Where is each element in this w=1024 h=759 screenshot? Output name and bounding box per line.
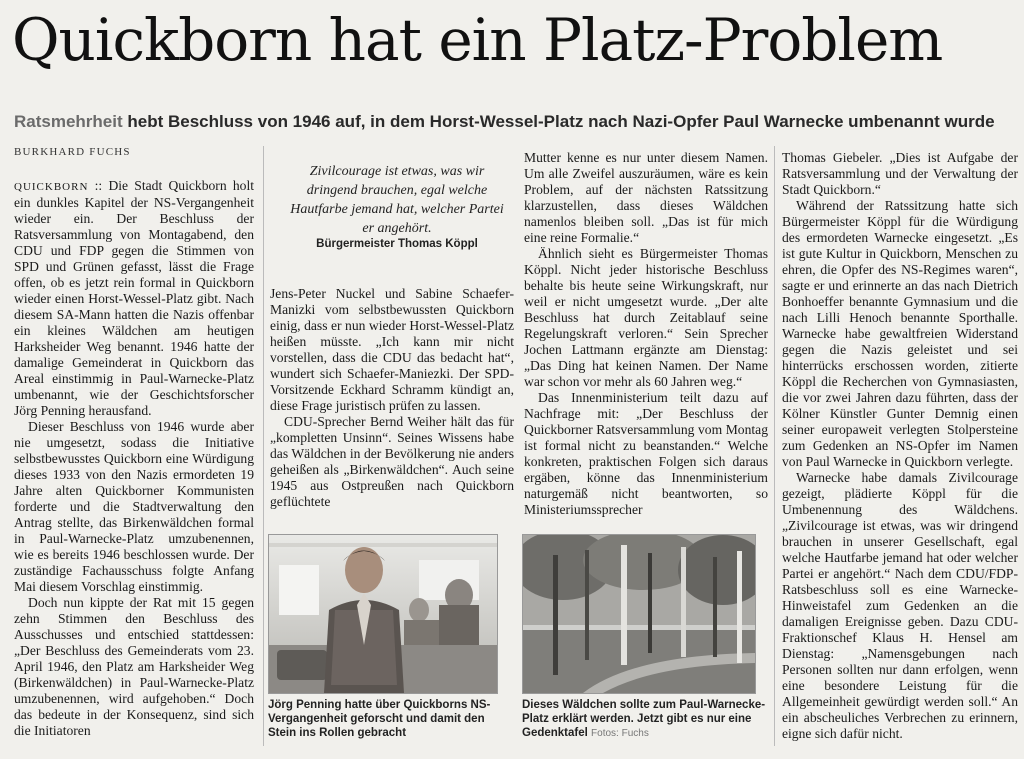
paragraph: CDU-Sprecher Bernd Weiher hält das für „kompletten Unsinn“. Seines Wissens habe das Wäldchen in der Bevölkerung nie anders geheißen als „Birkenwäldchen“. Auch seine 1945 aus Ostpreußen nach Quickborn geflüchtete — [270, 414, 514, 509]
paragraph: Während der Ratssitzung hatte sich Bürgermeister Köppl für die Würdigung des ermordeten Warnecke eingesetzt. „Es ist gute Kultur in Quickborn, Menschen zu ehren, die Opfer des NS-Regimes waren“, sagte er und erinnerte an das nach Dietrich Bonhoeffer benannte Gymnasium und die nach Lilli Henoch benannte Sporthalle. Warnecke habe gewaltfreien Widerstand gegen die Nazis geleistet und sei hinterrücks erschossen worden, zitierte Köppl die Recherchen von Gymnasiasten, die vor zwei Jahren dazu führten, dass der Kölner Künstler Gunter Demnig einen seiner europaweit verlegten Stolpersteine zum Gedenken an NS-Opfer im Namen von Paul Warnecke in Quickborn verlegte. — [782, 198, 1018, 469]
photo-penning — [268, 534, 498, 694]
subheadline-keyword: Ratsmehrheit — [14, 112, 123, 131]
paragraph: Ähnlich sieht es Bürgermeister Thomas Köppl. Nicht jeder historische Beschluss behalte bis heute seine Wirkungskraft, nur weil er nicht umgesetzt wurde. „Der alte Beschluss hat durch Zeitablauf seine Regelungskraft verloren.“ Sein Sprecher Jochen Lattmann ergänzte am Dienstag: „Das Ding hat keinen Namen. Der Name war schon vor mehr als 60 Jahren weg.“ — [524, 246, 768, 389]
article-column-3 — [524, 150, 768, 526]
headline: Quickborn hat ein Platz-Problem — [12, 6, 943, 74]
photo-penning-image — [269, 535, 497, 693]
author-byline: BURKHARD FUCHS — [14, 146, 131, 158]
paragraph: Das Innenministerium teilt dazu auf Nachfrage mit: „Der Beschluss der Quickborner Ratsversammlung vom Montag ist formal nicht zu beanstanden.“ Welche konkreten, praktischen Folgen sich daraus ergäben, könne das Innenministerium naturgemäß nicht beantworten, so Ministeriumssprecher — [524, 390, 768, 517]
paragraph: Mutter kenne es nur unter diesem Namen. Um alle Zweifel auszuräumen, wäre es kein Problem, auf der nächsten Ratssitzung klarzustellen, dass dieses Wäldchen namenlos bleiben soll. „Das ist für mich eine reine Formalie.“ — [524, 150, 768, 245]
lead-paragraph — [14, 178, 254, 419]
photo-birch-grove-image — [523, 535, 755, 693]
paragraph: Thomas Giebeler. „Dies ist Aufgabe der Ratsversammlung und der Verwaltung der Stadt Quickborn.“ — [782, 150, 1018, 197]
photo-birch-grove-caption — [522, 698, 768, 741]
paragraph: Warnecke habe damals Zivilcourage gezeigt, plädierte Köppl für die Umbenennung des Wäldchens. „Zivilcourage ist etwas, was wir dringend brauchen in unserer Gesellschaft, egal welche Hautfarbe jemand hat oder welcher Partei er angehört.“ Nach dem CDU/FDP-Ratsbeschluss soll es eine Warnecke-Hinweistafel zum Gedenken an die damaligen Ereignisse geben. Dazu CDU-Fraktionschef Klaus H. Hensel am Dienstag: „Namensgebungen nach Personen sollten nur dann erfolgen, wenn eine besondere Leistung für die Allgemeinheit gewürdigt werden soll.“ An ein abscheuliches Verbrechen zu erinnern, eigne sich dafür nicht. — [782, 470, 1018, 741]
pull-quote-source: Bürgermeister Thomas Köppl — [316, 238, 478, 250]
pull-quote: Zivilcourage ist etwas, was wir dringend brauchen, egal welche Hautfarbe jemand hat, welcher Partei er angehört. — [290, 164, 504, 236]
article-column-2 — [270, 286, 514, 532]
article-column-1 — [14, 178, 254, 756]
column-divider — [263, 146, 264, 746]
paragraph: Dieser Beschluss von 1946 wurde aber nie umgesetzt, sodass die Initiative selbstbewusstes Quickborn eine Würdigung dieses 1933 von den Nazis ermordeten 19 Jahre alten Quickborner Kommunisten forderte und die Stadtverwaltung den Antrag stellte, das Birkenwäldchen formal in Paul-Warnecke-Platz umzubenennen, wie es bereits 1946 beschlossen wurde. Der zuständige Fachausschuss folgte Anfang Mai diesem Vorschlag einstimmig. — [14, 419, 254, 594]
subheadline-text: hebt Beschluss von 1946 auf, in dem Horst-Wessel-Platz nach Nazi-Opfer Paul Warnecke umbenannt wurde — [122, 112, 995, 131]
dateline-mark: :: — [88, 178, 109, 193]
paragraph: Doch nun kippte der Rat mit 15 gegen zehn Stimmen den Beschluss des Ausschusses und entschied stattdessen: „Der Beschluss des Gemeinderats vom 23. April 1946, den Platz am Harksheider Weg (Birkenwäldchen) in Paul-Warnecke-Platz umzubenennen, wird aufgehoben.“ Doch das bedeute in der Konsequenz, sind sich die Initiatoren — [14, 595, 254, 738]
photo-credit: Fotos: Fuchs — [591, 728, 649, 739]
photo-penning-caption: Jörg Penning hatte über Quickborns NS-Vergangenheit geforscht und damit den Stein ins Rollen gebracht — [268, 699, 491, 739]
subheadline — [14, 112, 1014, 132]
dateline: QUICKBORN — [14, 181, 89, 193]
lead-text: Die Stadt Quickborn holt ein dunkles Kapitel der NS-Vergangenheit wieder ein. Der Beschluss der Ratsversammlung von Montagabend, den CDU und FDP gegen die Stimmen von SPD und Grünen gefasst, lässt die Frage offen, ob es jetzt rein formal in Quickborn wieder einen Horst-Wessel-Platz gibt. Nach diesem SA-Mann hatten die Nazis offenbar ein kleines Wäldchen am heutigen Harksheider Weg benannt. 1946 hatte der damalige Gemeinderat in Quickborn das Areal einstimmig in Paul-Warnecke-Platz umbenannt, wie der Geschichtsforscher Jörg Penning herausfand. — [14, 178, 254, 418]
photo-birch-grove — [522, 534, 756, 694]
photo-birch-grove-caption-text: Dieses Wäldchen sollte zum Paul-Warnecke-Platz erklärt werden. Jetzt gibt es nur eine Gedenktafel — [522, 699, 766, 739]
column-divider — [774, 146, 775, 746]
paragraph: Jens-Peter Nuckel und Sabine Schaefer-Manizki vom selbstbewussten Quickborn einig, dass er nun wieder Horst-Wessel-Platz heißen müsste. „Ich kann mir nicht vorstellen, dass die CDU das bedacht hat“, wundert sich Schaefer-Maniezki. Der SPD-Vorsitzende Eckhard Schramm kündigt an, diese Frage juristisch prüfen zu lassen. — [270, 286, 514, 413]
article-column-4 — [782, 150, 1018, 752]
